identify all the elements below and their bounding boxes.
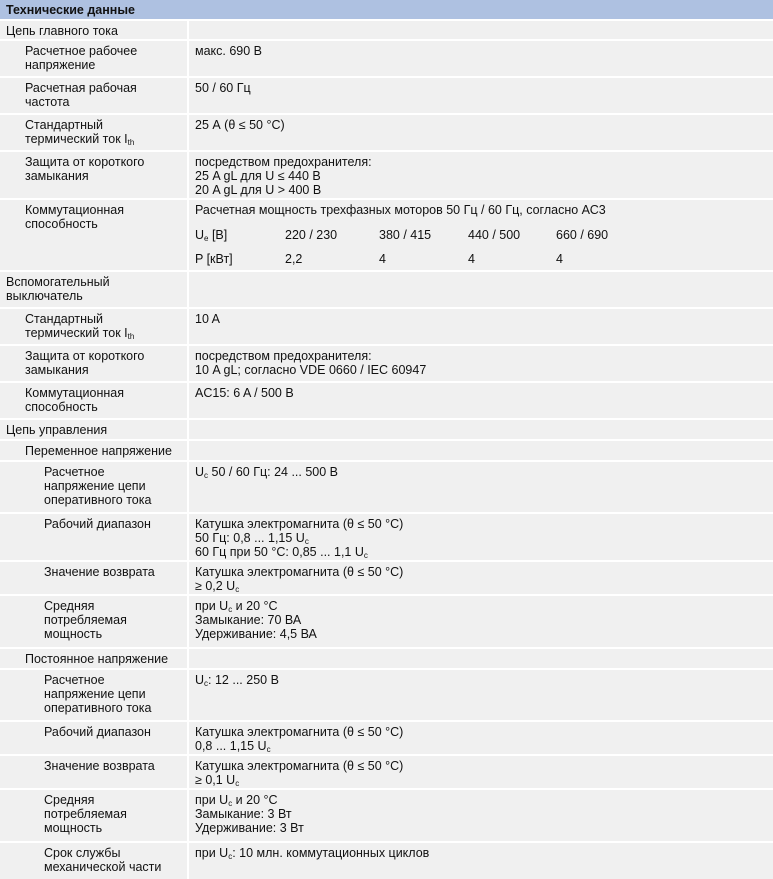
spec-label: Расчетная рабочая частота	[25, 81, 137, 109]
section-header	[0, 0, 773, 20]
capacity-table-row-cell: 2,2	[285, 252, 303, 266]
spec-value-cell	[189, 41, 773, 76]
spec-value: при $U_c$ и 20 °C Замыкание: 3 Вт Удерживание: 3 Вт	[195, 793, 304, 835]
spec-value-cell	[189, 843, 773, 879]
spec-label: Коммутационная способность	[25, 386, 124, 414]
spec-value-cell	[189, 670, 773, 720]
spec-label: Срок службы механической части	[44, 846, 162, 874]
spec-value: AC15: 6 A / 500 В	[195, 386, 294, 400]
section-title: Технические данные	[6, 3, 135, 17]
spec-label: Вспомогательный выключатель	[6, 275, 110, 303]
spec-label-cell	[0, 309, 187, 344]
spec-label: Цепь управления	[6, 423, 108, 437]
spec-label-cell	[0, 346, 187, 381]
spec-value-cell	[189, 420, 773, 439]
spec-label-cell	[0, 78, 187, 113]
spec-label: Постоянное напряжение	[25, 652, 169, 666]
spec-label: Переменное напряжение	[25, 444, 172, 458]
spec-value: 10 A	[195, 312, 221, 326]
spec-label: Средняя потребляемая мощность	[44, 599, 127, 641]
capacity-table-row-cell: P [кВт]	[195, 252, 233, 266]
spec-value-cell	[189, 722, 773, 754]
spec-value-cell	[189, 596, 773, 647]
spec-label-cell	[0, 756, 187, 788]
spec-label: Защита от короткого замыкания	[25, 349, 145, 377]
spec-value: 25 А (θ ≤ 50 °C)	[195, 118, 285, 132]
spec-value-cell	[189, 152, 773, 198]
spec-label: Стандартный термический ток $I_{th}$	[25, 312, 135, 341]
capacity-table-header-cell: $U_e$ [В]	[195, 228, 228, 243]
spec-label-cell	[0, 41, 187, 76]
spec-value-cell	[189, 78, 773, 113]
spec-value: $U_c$ 50 / 60 Гц: 24 ... 500 В	[195, 465, 339, 480]
spec-label-cell	[0, 514, 187, 560]
spec-label-cell	[0, 441, 187, 460]
spec-label: Расчетное напряжение цепи оперативного тока	[44, 673, 152, 715]
capacity-table-header-cell: 660 / 690	[556, 228, 609, 242]
spec-label-cell	[0, 200, 187, 270]
spec-label: Значение возврата	[44, 565, 155, 579]
spec-label: Цепь главного тока	[6, 24, 118, 38]
spec-label-cell	[0, 115, 187, 150]
spec-value: посредством предохранителя: 10 A gL; согласно VDE 0660 / IEC 60947	[195, 349, 427, 377]
spec-value: макс. 690 В	[195, 44, 263, 58]
capacity-table-header-cell: 220 / 230	[285, 228, 338, 242]
spec-value: $U_c$: 12 ... 250 В	[195, 673, 279, 688]
capacity-table-header-cell: 380 / 415	[379, 228, 432, 242]
spec-value: при $U_c$ и 20 °C Замыкание: 70 ВА Удерживание: 4,5 ВА	[195, 599, 317, 641]
spec-label-cell	[0, 596, 187, 647]
spec-label-cell	[0, 649, 187, 668]
capacity-table-header-cell: 440 / 500	[468, 228, 521, 242]
spec-value-cell	[189, 462, 773, 512]
spec-value-cell	[189, 21, 773, 39]
spec-label: Расчетное рабочее напряжение	[25, 44, 138, 72]
spec-value-cell	[189, 562, 773, 594]
capacity-table-row-cell: 4	[556, 252, 563, 266]
spec-label: Рабочий диапазон	[44, 517, 151, 531]
capacity-table-row-cell: 4	[379, 252, 386, 266]
spec-value: посредством предохранителя: 25 A gL для U ≤ 440 В 20 A gL для U > 400 В	[195, 155, 372, 197]
spec-label-cell	[0, 21, 187, 39]
spec-value-cell	[189, 272, 773, 307]
spec-value-cell	[189, 441, 773, 460]
spec-value: Катушка электромагнита (θ ≤ 50 °C) ≥ 0,2 $U_c$	[195, 565, 404, 594]
spec-value-cell	[189, 383, 773, 418]
spec-value: Катушка электромагнита (θ ≤ 50 °C) 50 Гц: 0,8 ... 1,15 $U_c$ 60 Гц при 50 °C: 0,85 ... 1,1 $U_c$	[195, 517, 404, 560]
spec-value: при $U_c$: 10 млн. коммутационных циклов	[195, 846, 430, 861]
spec-label: Средняя потребляемая мощность	[44, 793, 127, 835]
spec-label-cell	[0, 562, 187, 594]
spec-label-cell	[0, 670, 187, 720]
spec-value: 50 / 60 Гц	[195, 81, 251, 95]
spec-value-cell	[189, 115, 773, 150]
spec-label-cell	[0, 790, 187, 841]
spec-value-cell	[189, 756, 773, 788]
spec-label: Расчетное напряжение цепи оперативного тока	[44, 465, 152, 507]
spec-value: Катушка электромагнита (θ ≤ 50 °C) 0,8 ... 1,15 $U_c$	[195, 725, 404, 754]
spec-label: Коммутационная способность	[25, 203, 124, 231]
spec-value-cell	[189, 200, 773, 270]
spec-label: Рабочий диапазон	[44, 725, 151, 739]
spec-value: Расчетная мощность трехфазных моторов 50 Гц / 60 Гц, согласно АС3	[195, 203, 606, 217]
spec-label-cell	[0, 383, 187, 418]
spec-label-cell	[0, 843, 187, 879]
spec-value-cell	[189, 514, 773, 560]
spec-label-cell	[0, 420, 187, 439]
spec-label: Стандартный термический ток $I_{th}$	[25, 118, 135, 147]
spec-value-cell	[189, 790, 773, 841]
spec-label-cell	[0, 462, 187, 512]
spec-label-cell	[0, 722, 187, 754]
spec-label-cell	[0, 272, 187, 307]
spec-label: Значение возврата	[44, 759, 155, 773]
spec-value-cell	[189, 309, 773, 344]
spec-value-cell	[189, 649, 773, 668]
spec-value-cell	[189, 346, 773, 381]
spec-label: Защита от короткого замыкания	[25, 155, 145, 183]
spec-label-cell	[0, 152, 187, 198]
spec-value: Катушка электромагнита (θ ≤ 50 °C) ≥ 0,1 $U_c$	[195, 759, 404, 788]
capacity-table-row-cell: 4	[468, 252, 475, 266]
